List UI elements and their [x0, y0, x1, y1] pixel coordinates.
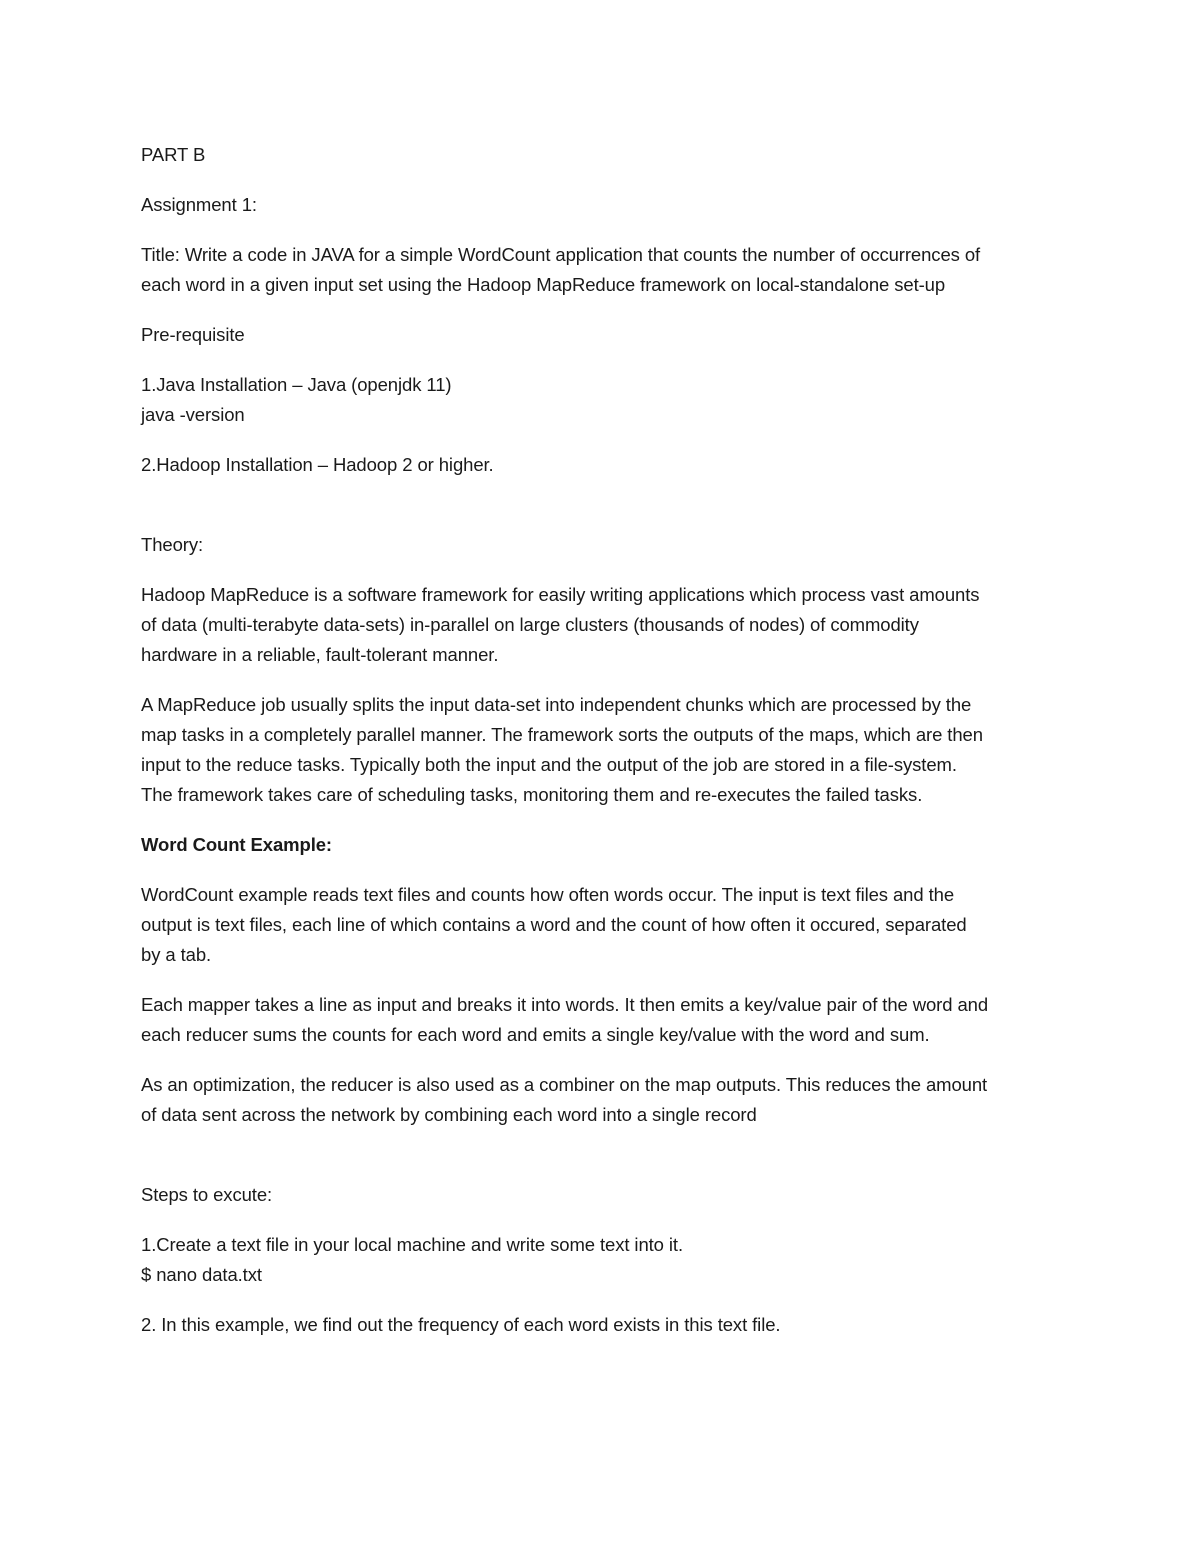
paragraph-line: As an optimization, the reducer is also used as a combiner on the map outputs. This reduces the amount	[141, 1074, 988, 1095]
word-count-paragraph-3	[141, 1070, 1061, 1130]
step-2: 2. In this example, we find out the frequency of each word exists in this text file.	[141, 1314, 781, 1335]
prerequisite-line: 1.Java Installation – Java (openjdk 11)	[141, 374, 452, 395]
prerequisite-command: java -version	[141, 404, 245, 425]
paragraph-line: Each mapper takes a line as input and breaks it into words. It then emits a key/value pair of the word and	[141, 994, 989, 1015]
title-paragraph	[141, 240, 1061, 300]
assignment-heading: Assignment 1:	[141, 194, 257, 215]
step-1	[141, 1230, 1061, 1290]
paragraph-line: WordCount example reads text files and counts how often words occur. The input is text files and the	[141, 884, 955, 905]
theory-heading: Theory:	[141, 534, 204, 555]
paragraph-line: of data (multi-terabyte data-sets) in-parallel on large clusters (thousands of nodes) of commodity	[141, 614, 919, 635]
paragraph-line: hardware in a reliable, fault-tolerant manner.	[141, 644, 499, 665]
paragraph-line: of data sent across the network by combining each word into a single record	[141, 1104, 757, 1125]
prerequisite-item-hadoop: 2.Hadoop Installation – Hadoop 2 or higher.	[141, 454, 494, 475]
word-count-heading: Word Count Example:	[141, 834, 332, 855]
paragraph-line: output is text files, each line of which contains a word and the count of how often it occured, separated	[141, 914, 967, 935]
prerequisite-heading: Pre-requisite	[141, 324, 245, 345]
paragraph-line: Hadoop MapReduce is a software framework for easily writing applications which process vast amounts	[141, 584, 980, 605]
part-title: PART B	[141, 144, 206, 165]
paragraph-line: input to the reduce tasks. Typically both the input and the output of the job are stored in a file-system.	[141, 754, 957, 775]
title-line: each word in a given input set using the Hadoop MapReduce framework on local-standalone set-up	[141, 274, 946, 295]
paragraph-line: map tasks in a completely parallel manner. The framework sorts the outputs of the maps, which are then	[141, 724, 983, 745]
step-command: $ nano data.txt	[141, 1264, 262, 1285]
theory-paragraph-1	[141, 580, 1061, 670]
title-line: Title: Write a code in JAVA for a simple WordCount application that counts the number of occurrences of	[141, 244, 981, 265]
paragraph-line: A MapReduce job usually splits the input data-set into independent chunks which are processed by the	[141, 694, 972, 715]
document-body	[141, 140, 1061, 1360]
paragraph-line: The framework takes care of scheduling tasks, monitoring them and re-executes the failed tasks.	[141, 784, 923, 805]
steps-heading: Steps to excute:	[141, 1184, 273, 1205]
theory-paragraph-2	[141, 690, 1061, 810]
prerequisite-item-java	[141, 370, 1061, 430]
paragraph-line: each reducer sums the counts for each word and emits a single key/value with the word and sum.	[141, 1024, 930, 1045]
word-count-paragraph-2	[141, 990, 1061, 1050]
word-count-paragraph-1	[141, 880, 1061, 970]
paragraph-line: by a tab.	[141, 944, 212, 965]
step-line: 1.Create a text file in your local machine and write some text into it.	[141, 1234, 683, 1255]
